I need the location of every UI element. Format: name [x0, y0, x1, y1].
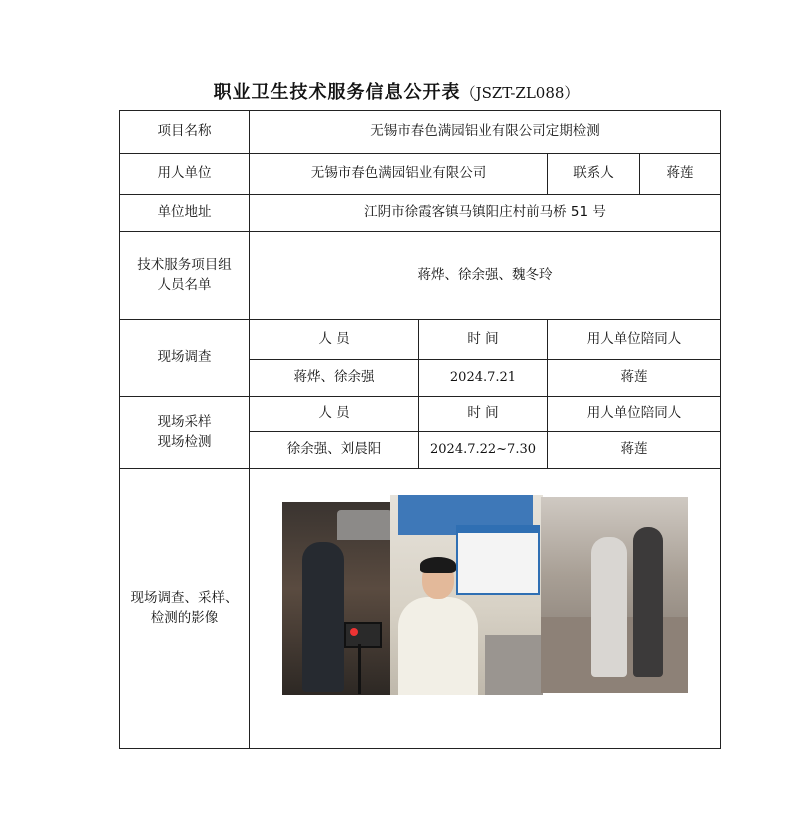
worker-figure: [302, 542, 344, 692]
sampler-device: [344, 622, 382, 648]
row-team: [120, 232, 721, 320]
survey-header-escort: 用人单位陪同人: [548, 320, 721, 360]
sampling-header-time: 时 间: [419, 397, 548, 432]
title-main: 职业卫生技术服务信息公开表: [213, 82, 461, 103]
sampling-escort: 蒋莲: [548, 432, 721, 469]
row-images: [120, 469, 721, 749]
project-label: 项目名称: [120, 111, 250, 154]
tripod-shape: [358, 644, 361, 694]
photo-sampling-device: [282, 502, 392, 695]
sampling-time: 2024.7.22~7.30: [419, 432, 548, 469]
photo-workshop: [541, 497, 688, 693]
sampling-header-escort: 用人单位陪同人: [548, 397, 721, 432]
row-project: [120, 111, 721, 154]
survey-escort: 蒋莲: [548, 360, 721, 397]
staff-figure-1: [591, 537, 627, 677]
row-survey-header: [120, 320, 721, 360]
title-code: （JSZT-ZL088）: [460, 84, 580, 102]
employer-label: 用人单位: [120, 154, 250, 195]
sampling-label: [120, 397, 250, 469]
sampling-label-1: 现场采样: [157, 413, 212, 430]
photo-inspector: [390, 495, 543, 695]
address-value: 江阴市徐霞客镇马镇阳庄村前马桥 51 号: [250, 195, 721, 232]
machine-shape: [485, 635, 543, 695]
fume-hood-shape: [337, 510, 392, 540]
info-table: [119, 110, 721, 749]
survey-header-person: 人 员: [250, 320, 419, 360]
survey-time: 2024.7.21: [419, 360, 548, 397]
notice-board: [456, 531, 540, 595]
page-title: [0, 78, 793, 104]
project-value: 无锡市春色满园铝业有限公司定期检测: [250, 111, 721, 154]
inspector-body: [398, 597, 478, 695]
device-indicator: [350, 628, 358, 636]
row-sampling-header: [120, 397, 721, 432]
contact-label: 联系人: [548, 154, 640, 195]
staff-figure-2: [633, 527, 663, 677]
images-label: 现场调查、采样、检测的影像: [120, 469, 250, 749]
survey-label: 现场调查: [120, 320, 250, 397]
team-value: 蒋烨、徐余强、魏冬玲: [250, 232, 721, 320]
employer-value: 无锡市春色满园铝业有限公司: [250, 154, 548, 195]
inspector-hair: [420, 557, 456, 573]
contact-value: 蒋莲: [640, 154, 721, 195]
sampling-label-2: 现场检测: [157, 433, 212, 450]
row-employer: [120, 154, 721, 195]
sampling-header-person: 人 员: [250, 397, 419, 432]
address-label: 单位地址: [120, 195, 250, 232]
sampling-person: 徐余强、刘晨阳: [250, 432, 419, 469]
row-address: [120, 195, 721, 232]
team-label: 技术服务项目组人员名单: [120, 232, 250, 320]
images-cell: [250, 469, 721, 749]
survey-person: 蒋烨、徐余强: [250, 360, 419, 397]
survey-header-time: 时 间: [419, 320, 548, 360]
site-photos: [282, 499, 688, 699]
